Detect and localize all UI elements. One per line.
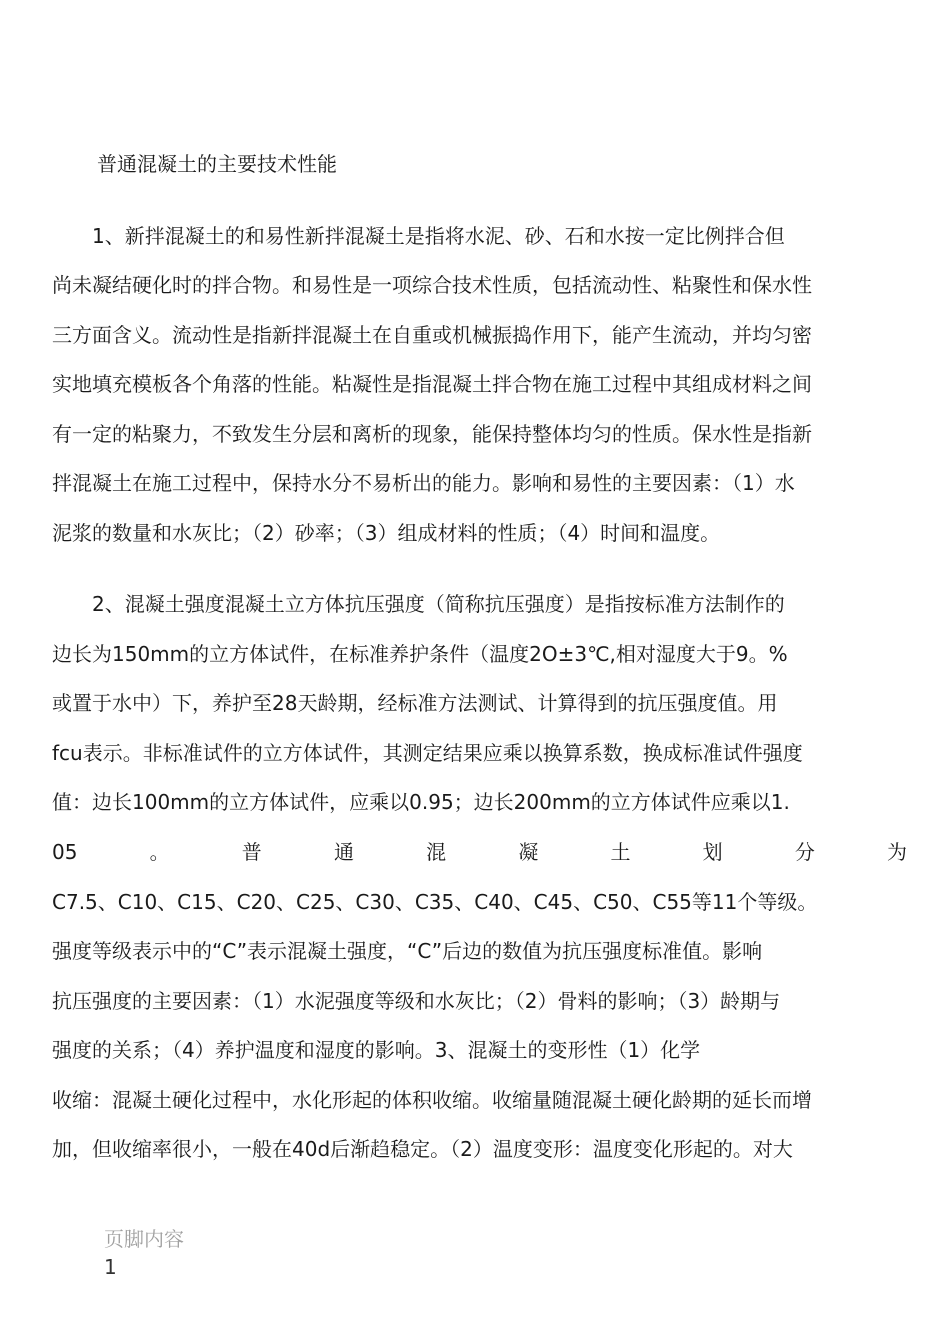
paragraph-1-line: 尚未凝结硬化时的拌合物。和易性是一项综合技术性质，包括流动性、粘聚性和保水性 [52, 273, 812, 297]
paragraph-1-line: 实地填充模板各个角落的性能。粘凝性是指混凝土拌合物在施工过程中其组成材料之间 [52, 372, 812, 396]
justified-char: 05 [52, 840, 78, 864]
paragraph-2-line: 边长为150mm的立方体试件，在标准养护条件（温度2O±3℃,相对湿度大于9。% [52, 642, 788, 666]
paragraph-2-line: 2、混凝土强度混凝土立方体抗压强度（简称抗压强度）是指按标准方法制作的 [52, 592, 785, 616]
paragraph-1-line: 1、新拌混凝土的和易性新拌混凝土是指将水泥、砂、石和水按一定比例拌合但 [52, 224, 785, 248]
justified-line [52, 838, 907, 866]
justified-char: 分 [794, 840, 815, 864]
paragraph-2-line: 或置于水中）下，养护至28天龄期，经标准方法测试、计算得到的抗压强度值。用 [52, 691, 778, 715]
paragraph-3-line: 强度等级表示中的“C”表示混凝土强度，“C”后边的数值为抗压强度标准值。影响 [52, 939, 763, 963]
paragraph-3-line: 加，但收缩率很小，一般在40d后渐趋稳定。（2）温度变形：温度变化形起的。对大 [52, 1137, 793, 1161]
paragraph-1-line: 泥浆的数量和水灰比；（2）砂率；（3）组成材料的性质；（4）时间和温度。 [52, 521, 721, 545]
paragraph-1-line: 有一定的粘聚力，不致发生分层和离析的现象，能保持整体均匀的性质。保水性是指新 [52, 422, 812, 446]
justified-char: 混 [426, 840, 447, 864]
paragraph-1-line: 拌混凝土在施工过程中，保持水分不易析出的能力。影响和易性的主要因素：（1）水 [52, 471, 795, 495]
footer-label: 页脚内容 [104, 1227, 184, 1251]
justified-char: 土 [610, 840, 631, 864]
paragraph-3-line: 抗压强度的主要因素：（1）水泥强度等级和水灰比；（2）骨料的影响；（3）龄期与 [52, 989, 781, 1013]
paragraph-3-line: 强度的关系；（4）养护温度和湿度的影响。3、混凝土的变形性（1）化学 [52, 1038, 701, 1062]
justified-char: 为 [887, 840, 907, 864]
justified-char: 通 [333, 840, 354, 864]
paragraph-3-line: 收缩：混凝土硬化过程中，水化形起的体积收缩。收缩量随混凝土硬化龄期的延长而增 [52, 1088, 812, 1112]
page-number: 1 [104, 1255, 117, 1279]
justified-char: 。 [149, 840, 170, 864]
paragraph-2-line: 值：边长100mm的立方体试件，应乘以0.95；边长200mm的立方体试件应乘以1. [52, 790, 790, 814]
paragraph-2-line: fcu表示。非标准试件的立方体试件，其测定结果应乘以换算系数，换成标准试件强度 [52, 741, 803, 765]
paragraph-3-line: C7.5、C10、C15、C20、C25、C30、C35、C40、C45、C50、C55等11个等级。 [52, 890, 818, 914]
paragraph-1-line: 三方面含义。流动性是指新拌混凝土在自重或机械振捣作用下，能产生流动，并均匀密 [52, 323, 812, 347]
justified-char: 凝 [518, 840, 539, 864]
justified-char: 划 [702, 840, 723, 864]
justified-char: 普 [241, 840, 262, 864]
page-footer [104, 1225, 184, 1281]
document-title: 普通混凝土的主要技术性能 [97, 152, 337, 176]
